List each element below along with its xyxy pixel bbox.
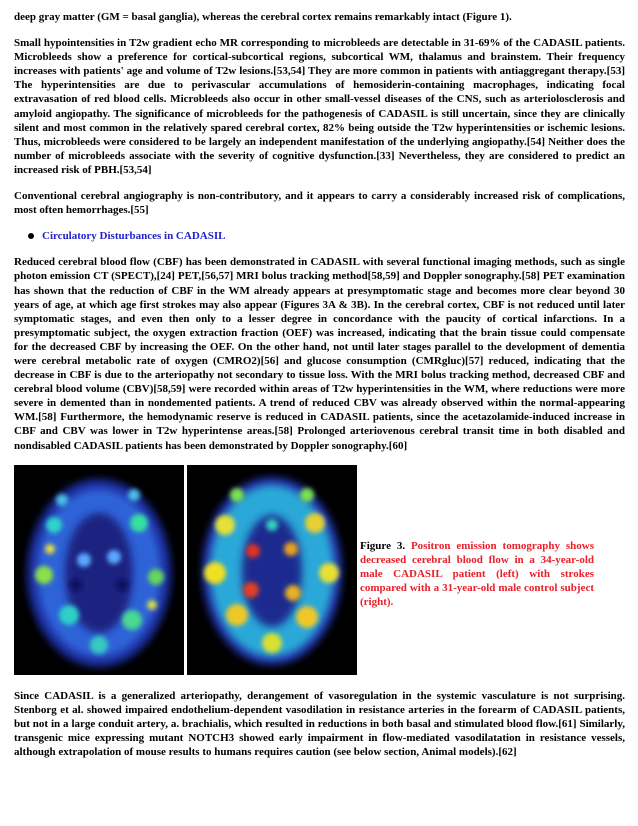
paragraph-gray-matter: deep gray matter (GM = basal ganglia), whereas the cerebral cortex remains remarkably intact (Figure 1). [14, 11, 512, 23]
paragraph-microbleeds: Small hypointensities in T2w gradient echo MR corresponding to microbleeds are detectable in 31-69% of the CADASIL patients. Microbleeds show a preference for cortical-subcortical regions, subcortical WM, thalamus and brainstem. Their frequency increases with patients' age and volume of T2w lesions.[53,54] They are more common in patients with antiaggregant therapy.[53] The hyperintensities are due to perivascular accumulations of hemosiderin-containing macrophages, indicating focal extravasation of red blood cells. Microbleeds also occur in other small-vessel diseases of the CNS, such as arteriolosclerosis and amyloid angiopathy. The significance of microbleeds for the pathogenesis of CADASIL is still uncertain, since they are clinically silent and most common in the relatively spared cerebral cortex, 82% being outside the T2w hyperintensities or ischemic lesions. Thus, microbleeds were considered to be largely an independent manifestation of the underlying angiopathy.[54] Neither does the number of microbleeds associate with the severity of cognitive dysfunction.[33] Nevertheless, they are considered to predict an increased risk of PBH.[53,54] [14, 37, 625, 176]
figure-label: Figure 3. [360, 539, 406, 552]
bullet-icon [28, 233, 34, 239]
paragraph-systemic-vasculature: Since CADASIL is a generalized arteriopathy, derangement of vasoregulation in the systemic vasculature is not surprising. Stenborg et al. showed impaired endothelium-dependent vasodilation in resistance arteries in the forearm of CADASIL patients, but not in a large conduit artery, a. brachialis, which resulted in reductions in both basal and stimulated blood flow.[61] Similarly, transgenic mice expressing mutant NOTCH3 showed early impairment in flow-mediated vasodilatation in resistance vessels, although extrapolation of mouse results to humans requires caution (see below section, Animal models).[62] [14, 689, 625, 758]
section-bullet [28, 229, 625, 243]
document-page [14, 10, 625, 771]
figure-caption-text: Positron emission tomography shows decreased cerebral blood flow in a 34-year-old male CADASIL patient (left) with strokes compared with a 31-year-old male control subject (right). [360, 539, 594, 608]
paragraph-cerebral-blood-flow: Reduced cerebral blood flow (CBF) has been demonstrated in CADASIL with several functional imaging methods, such as single photon emission CT (SPECT),[24] PET,[56,57] MRI bolus tracking method[58,59] and Doppler sonography.[58] PET examination has shown that the reduction of CBF in the WM already appears at presymptomatic stage and becomes more clear beyond 30 years of age, at which age first strokes may also appear (Figures 3A & 3B). In the cerebral cortex, CBF is not reduced until later symptomatic stages, and even then only to a lesser degree in concordance with the paucity of cortical infarctions. In a presymptomatic subject, the oxygen extraction fraction (OEF) was increased, indicating that the brain tissue could compensate for the decreased CBF by increasing the OEF. On the other hand, not until later stages parallel to the development of dementia were cerebral metabolic rate of oxygen (CMRO2)[56] and glucose consumption (CMRgluc)[57] reduced, indicating that the decrease in CBF is due to the arteriopathy not secondary to tissue loss. With the MRI bolus tracking method, decreased CBF and cerebral blood volume (CBV)[58,59] were recorded within areas of T2w hyperintensities in the WM, where reductions were more severe in demented than in nondemented patients. A trend of reduced CBV was already observed within the normal-appearing WM.[58] Furthermore, the hemodynamic reserve is reduced in CADASIL patients, since the acetazolamide-induced increase in CBF and CBV was lower in T2w hyperintense areas.[58] Prolonged arteriovenous cerebral transit time in both disabled and nondisabled CADASIL patients has been demonstrated by Doppler sonography.[60] [14, 256, 625, 452]
pet-image-patient [14, 465, 184, 675]
circulatory-disturbances-link[interactable]: Circulatory Disturbances in CADASIL [42, 230, 226, 243]
paragraph-angiography: Conventional cerebral angiography is non-contributory, and it appears to carry a considerably increased risk of complications, most often hemorrhages.[55] [14, 190, 625, 217]
figure-3 [14, 465, 625, 675]
figure-caption [360, 539, 594, 609]
pet-image-control [187, 465, 357, 675]
